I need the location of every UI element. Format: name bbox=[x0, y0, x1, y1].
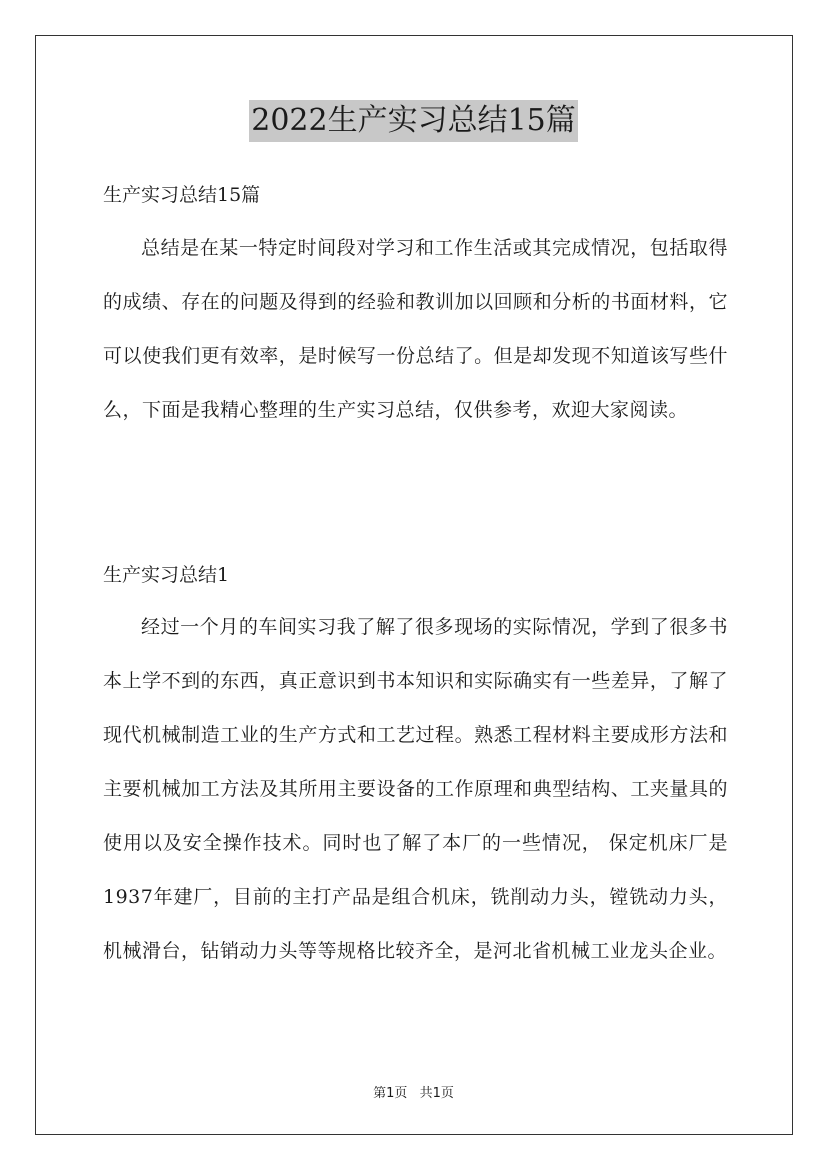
page-number: 第1页 bbox=[373, 1086, 408, 1101]
intro-paragraph: 总结是在某一特定时间段对学习和工作生活或其完成情况，包括取得的成绩、存在的问题及得到的经验和教训加以回顾和分析的书面材料，它可以使我们更有效率，是时候写一份总结了。但是却发现不知道该写些什么，下面是我精心整理的生产实习总结，仅供参考，欢迎大家阅读。 bbox=[103, 237, 728, 421]
page-footer bbox=[0, 1082, 827, 1101]
document-subtitle: 生产实习总结15篇 bbox=[103, 184, 261, 206]
document-title: 2022生产实习总结15篇 bbox=[249, 100, 578, 142]
section-1-heading: 生产实习总结1 bbox=[103, 564, 230, 586]
title-container bbox=[0, 100, 827, 142]
page-total: 共1页 bbox=[419, 1086, 454, 1101]
section-1-paragraph: 经过一个月的车间实习我了解了很多现场的实际情况，学到了很多书本上学不到的东西，真正意识到书本知识和实际确实有一些差异，了解了现代机械制造工业的生产方式和工艺过程。熟悉工程材料主要成形方法和主要机械加工方法及其所用主要设备的工作原理和典型结构、工夹量具的使用以及安全操作技术。同时也了解了本厂的一些情况， 保定机床厂是1937年建厂，目前的主打产品是组合机床，铣削动力头，镗铣动力头，机械滑台，钻销动力头等等规格比较齐全，是河北省机械工业龙头企业。 bbox=[103, 616, 728, 962]
